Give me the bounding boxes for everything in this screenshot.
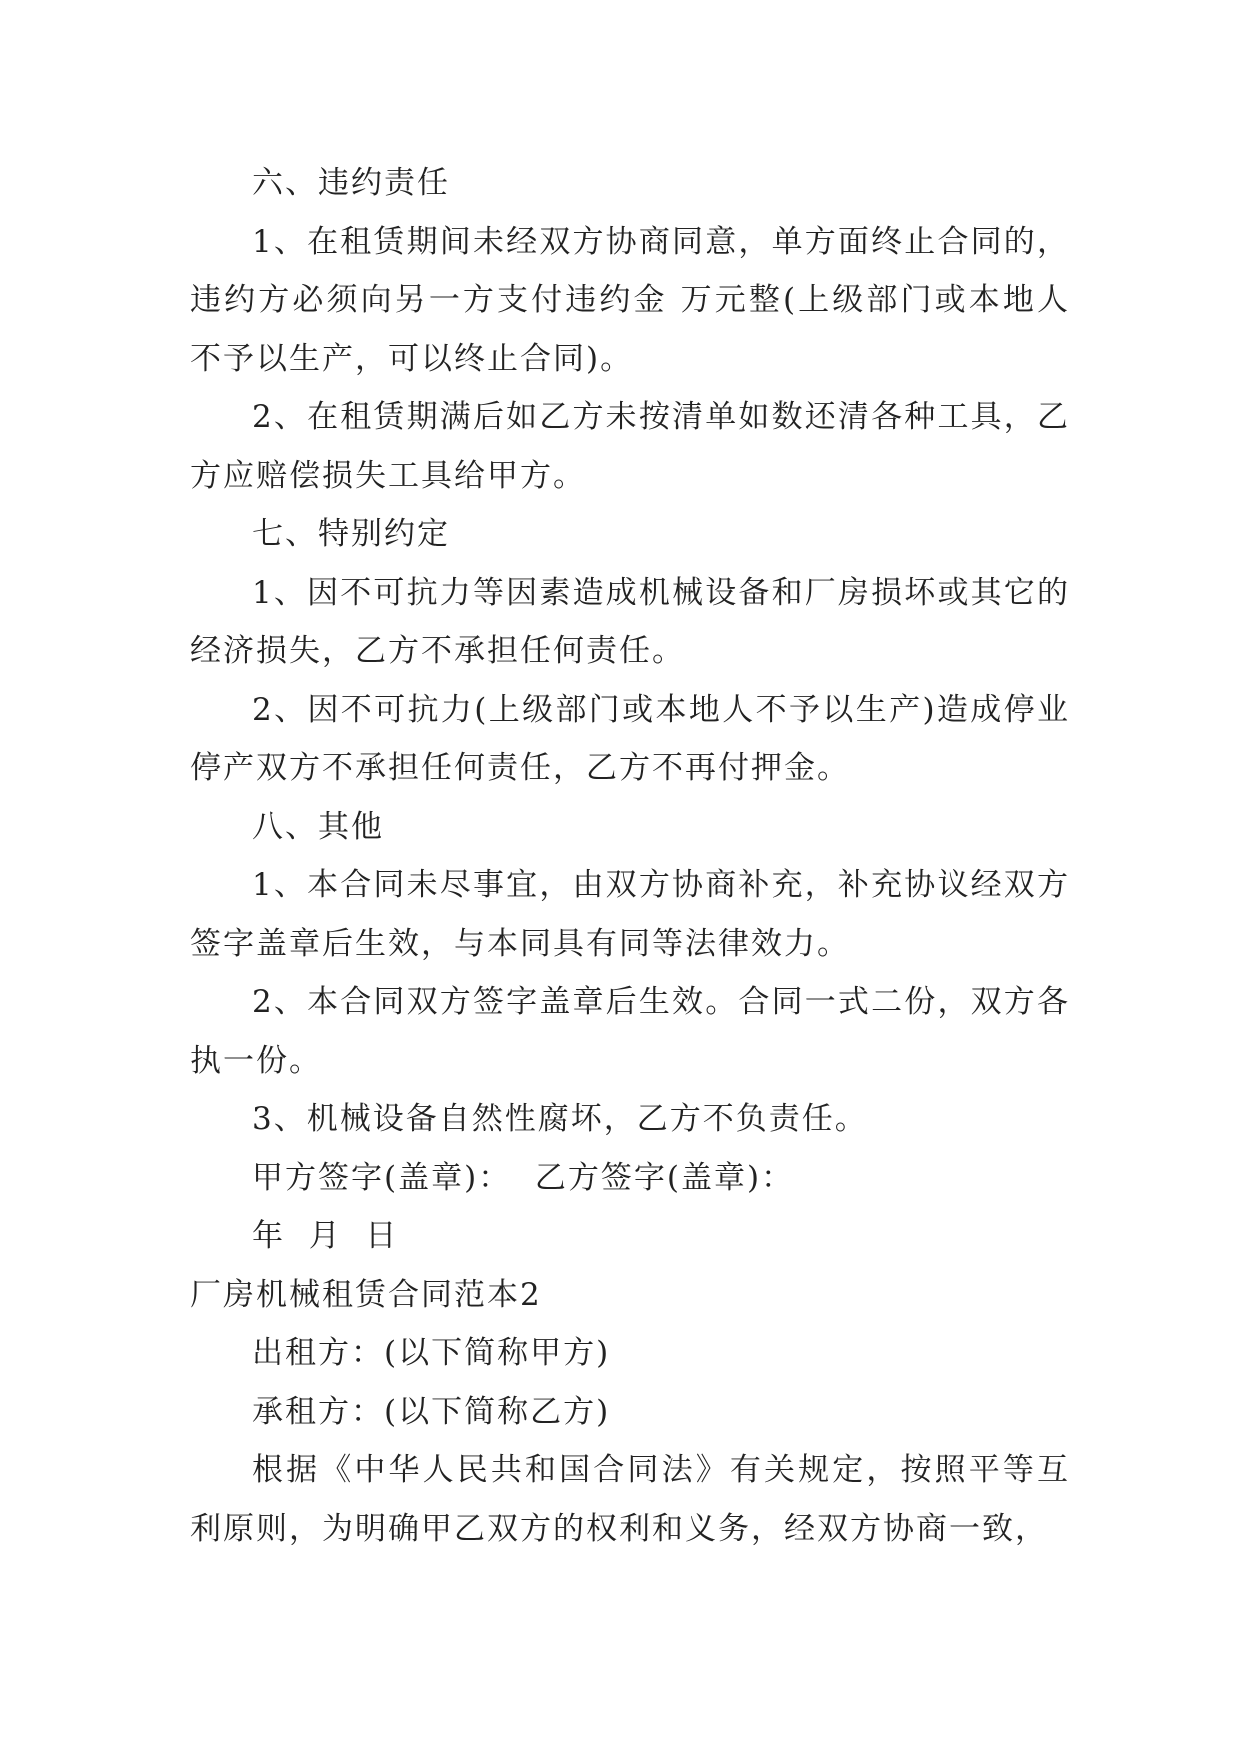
preamble-paragraph: 根据《中华人民共和国合同法》有关规定，按照平等互利原则，为明确甲乙双方的权利和义务，经双方协商一致， — [190, 1452, 1070, 1547]
date-line: 年 月 日 — [252, 1218, 399, 1254]
lessee-line: 承租方：(以下简称乙方) — [252, 1393, 611, 1430]
clause-paragraph: 2、本合同双方签字盖章后生效。合同一式二份，双方各执一份。 — [190, 984, 1070, 1079]
clause-paragraph: 2、在租赁期满后如乙方未按清单如数还清各种工具，乙方应赔偿损失工具给甲方。 — [190, 399, 1070, 494]
section-heading-breach-liability: 六、违约责任 — [252, 165, 450, 201]
signature-line: 甲方签字(盖章)： 乙方签字(盖章)： — [252, 1159, 795, 1196]
clause-paragraph: 1、本合同未尽事宜，由双方协商补充，补充协议经双方签字盖章后生效，与本同具有同等法律效力。 — [190, 867, 1070, 962]
clause-paragraph: 2、因不可抗力(上级部门或本地人不予以生产)造成停业停产双方不承担任何责任，乙方不再付押金。 — [190, 691, 1070, 786]
section-heading-special-agreement: 七、特别约定 — [252, 516, 450, 552]
lessor-line: 出租方：(以下简称甲方) — [252, 1335, 611, 1371]
clause-paragraph: 1、在租赁期间未经双方协商同意，单方面终止合同的，违约方必须向另一方支付违约金 万元整(上级部门或本地人不予以生产，可以终止合同)。 — [190, 223, 1070, 377]
clause-paragraph: 1、因不可抗力等因素造成机械设备和厂房损坏或其它的经济损失，乙方不承担任何责任。 — [190, 574, 1070, 669]
section-heading-other: 八、其他 — [252, 808, 384, 845]
document-title: 厂房机械租赁合同范本2 — [190, 1276, 542, 1313]
document-body — [190, 154, 1070, 1558]
clause-paragraph: 3、机械设备自然性腐坏，乙方不负责任。 — [252, 1101, 868, 1137]
